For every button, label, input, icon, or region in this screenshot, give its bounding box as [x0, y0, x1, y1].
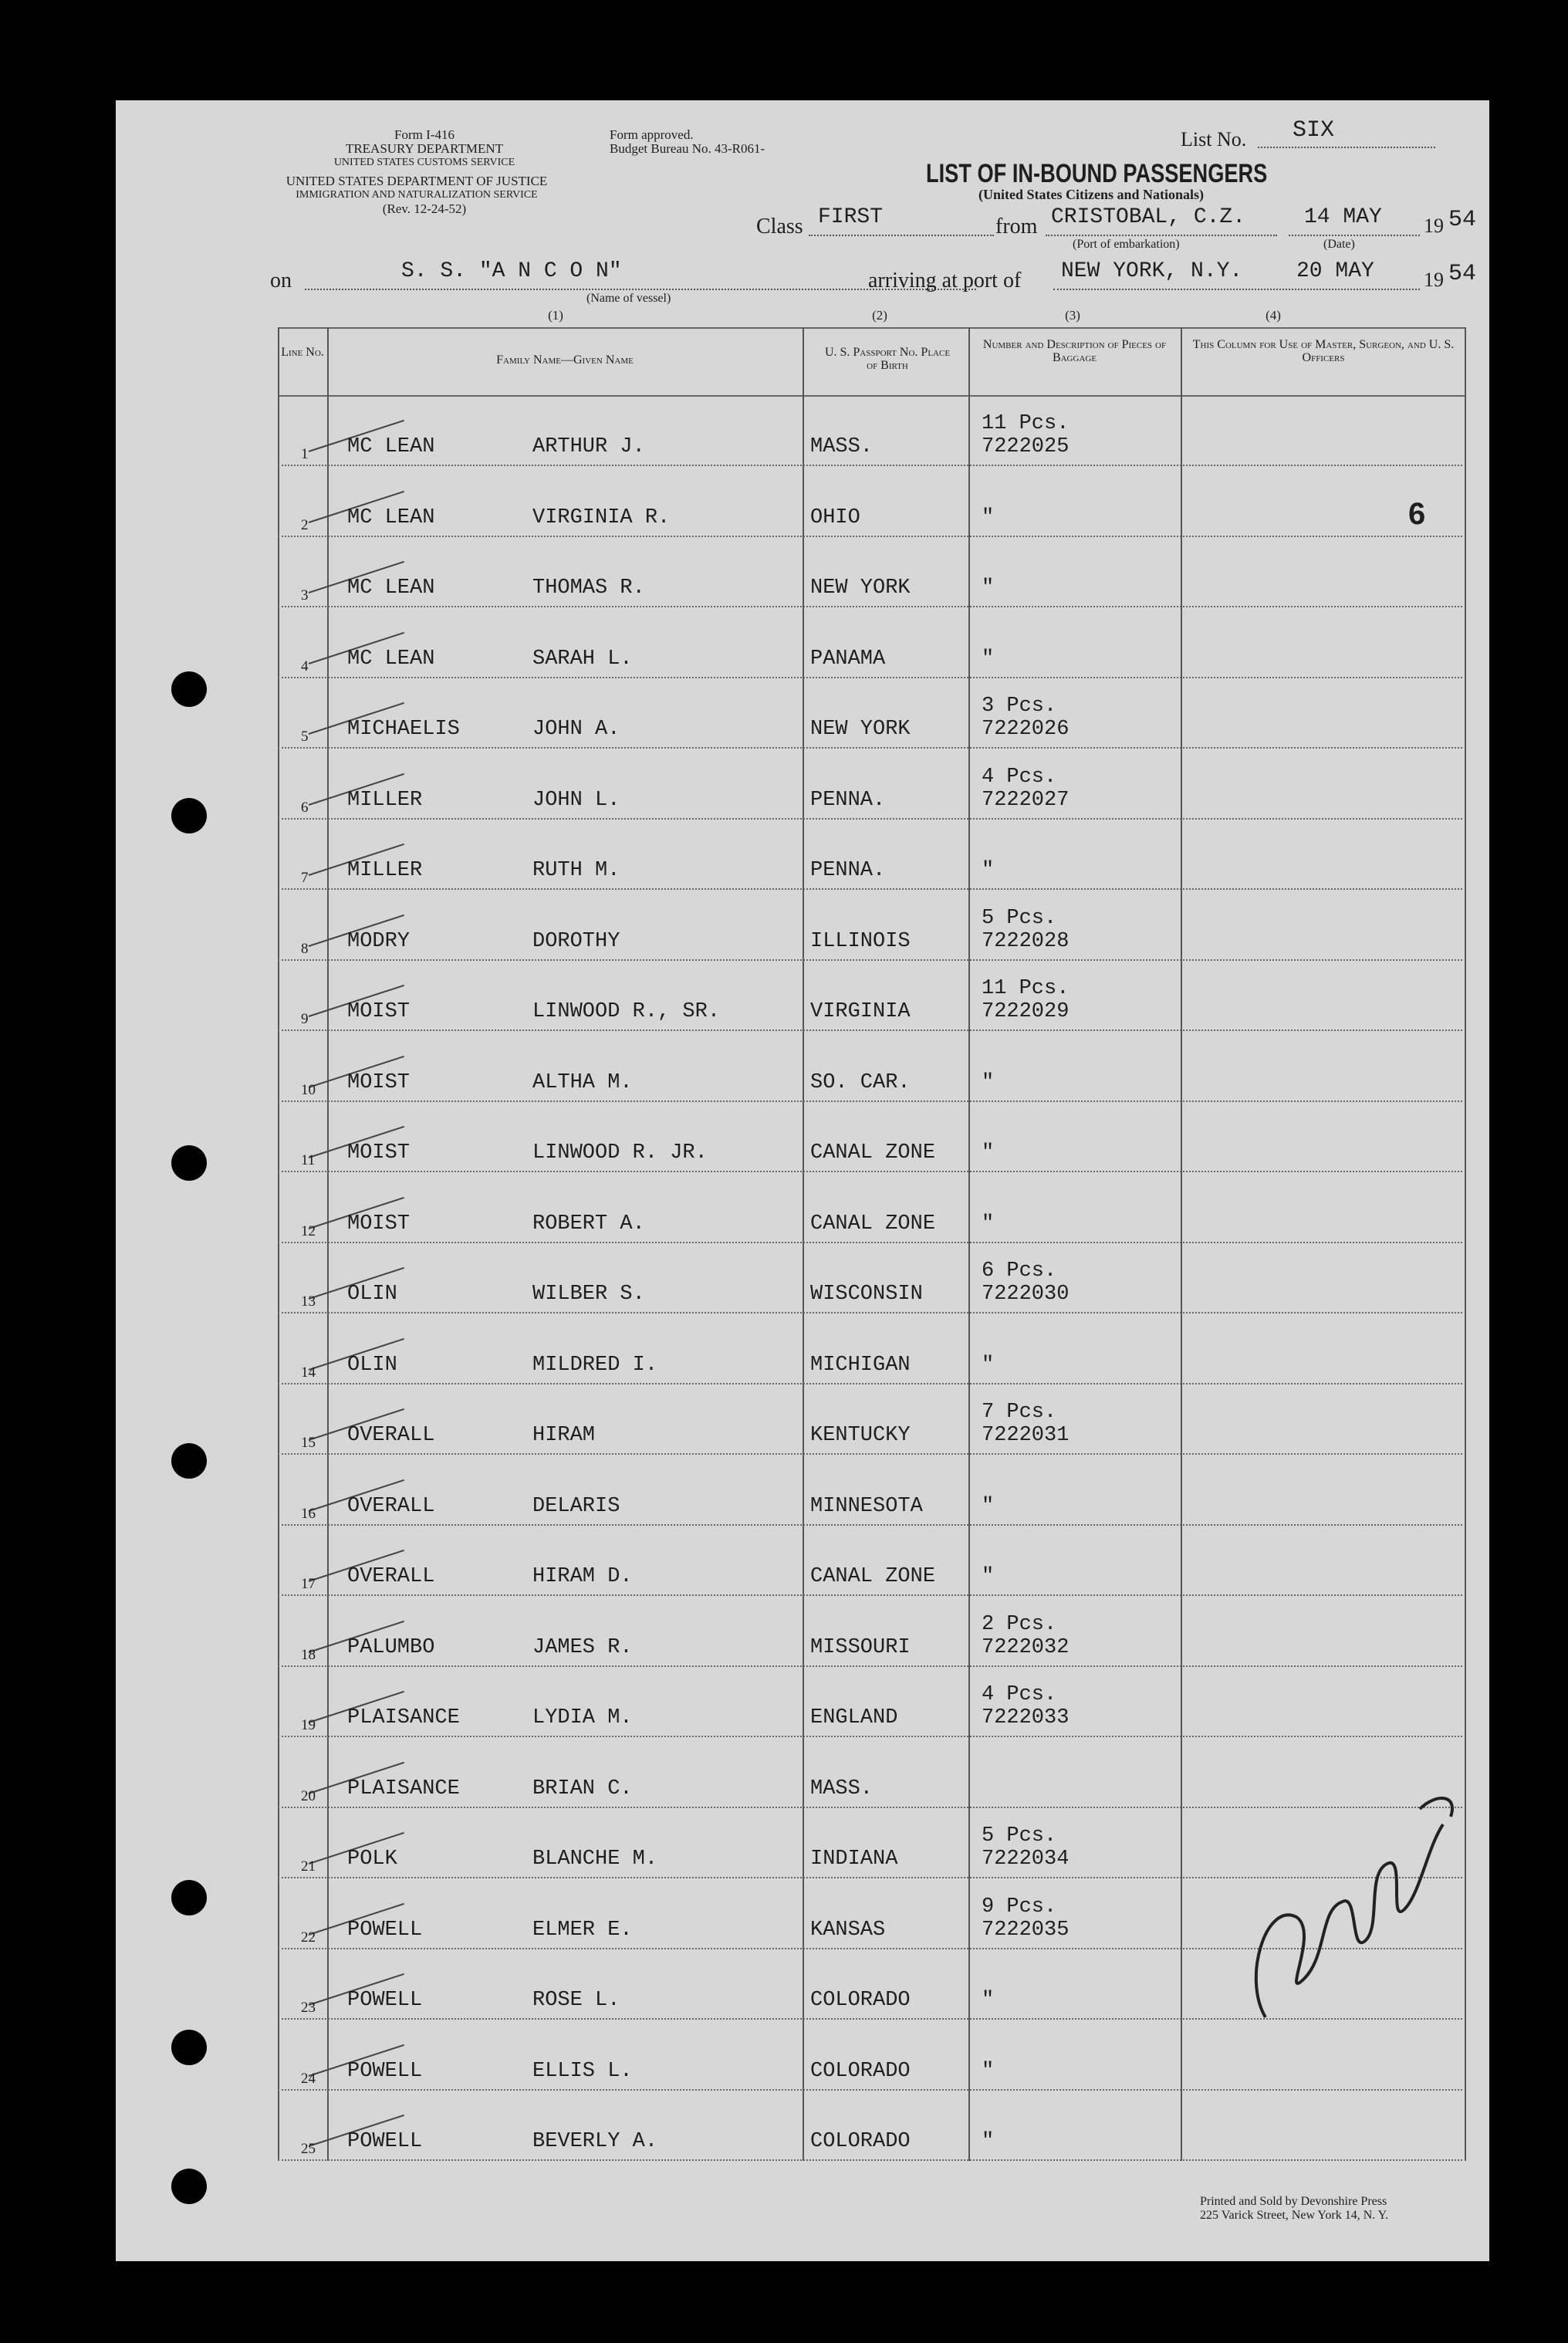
family-name: MOIST: [347, 1070, 411, 1094]
table-row: [278, 1666, 1462, 1737]
baggage: [982, 977, 1069, 1023]
immigration-service: IMMIGRATION AND NATURALIZATION SERVICE: [296, 189, 538, 201]
line-number: 11: [301, 1152, 316, 1168]
binder-hole: [171, 798, 207, 833]
baggage: [982, 506, 994, 529]
given-name: ELLIS L.: [532, 2059, 633, 2083]
family-name: MC LEAN: [347, 505, 435, 529]
given-name: WILBER S.: [532, 1283, 645, 1306]
baggage: [982, 1495, 994, 1518]
header-passport: U. S. Passport No. Place of Birth: [824, 346, 951, 372]
binder-hole: [171, 2030, 207, 2065]
place-of-birth: SO. CAR.: [810, 1070, 911, 1094]
given-name: HIRAM D.: [532, 1565, 633, 1588]
form-approved: Form approved.: [610, 127, 694, 142]
line-number: 14: [301, 1364, 316, 1381]
table-row: [278, 395, 1462, 466]
table-row: [278, 607, 1462, 678]
baggage: [982, 695, 1069, 741]
baggage-pieces: ": [982, 505, 995, 529]
place-of-birth: CANAL ZONE: [810, 1565, 936, 1588]
baggage-pieces: ": [982, 1141, 995, 1165]
table-row: [278, 819, 1462, 890]
place-of-birth: ILLINOIS: [810, 929, 911, 953]
given-name: LYDIA M.: [532, 1706, 633, 1729]
given-name: JAMES R.: [532, 1635, 633, 1659]
line-number: 18: [301, 1646, 316, 1663]
table-row: [278, 749, 1462, 820]
class-label: Class: [756, 215, 803, 238]
table-row: [278, 536, 1462, 607]
family-name: MILLER: [347, 859, 423, 882]
baggage-pieces: 3 Pcs.: [982, 695, 1057, 718]
baggage: [982, 1895, 1069, 1942]
line-number: 25: [301, 2141, 316, 2157]
date-underline: [1289, 235, 1420, 236]
footer-printer: Printed and Sold by Devonshire Press: [1200, 2195, 1387, 2208]
family-name: POLK: [347, 1848, 397, 1871]
baggage-number: 7222027: [982, 788, 1070, 812]
table-row: [278, 1242, 1462, 1314]
given-name: THOMAS R.: [532, 576, 645, 600]
baggage-pieces: 11 Pcs.: [982, 412, 1070, 435]
baggage: [982, 1683, 1069, 1729]
baggage-pieces: 7 Pcs.: [982, 1401, 1057, 1424]
baggage: [982, 1401, 1069, 1447]
line-number: 4: [301, 658, 309, 674]
baggage: [982, 766, 1069, 812]
line-number: 6: [301, 799, 309, 816]
col-marker-3: (3): [1065, 308, 1080, 323]
baggage-number: 7222030: [982, 1283, 1070, 1306]
place-of-birth: MISSOURI: [810, 1635, 911, 1659]
baggage-pieces: ": [982, 1070, 995, 1094]
given-name: MILDRED I.: [532, 1353, 658, 1377]
table-row: [278, 960, 1462, 1031]
place-of-birth: WISCONSIN: [810, 1283, 923, 1306]
baggage: [982, 412, 1069, 458]
line-number: 13: [301, 1293, 316, 1310]
given-name: ALTHA M.: [532, 1070, 633, 1094]
form-title: LIST OF IN-BOUND PASSENGERS: [926, 159, 1268, 188]
baggage: [982, 1212, 994, 1236]
table-row: [278, 1314, 1462, 1384]
col-marker-1: (1): [548, 308, 563, 323]
header-name: Family Name—Given Name: [496, 353, 634, 367]
baggage-pieces: 9 Pcs.: [982, 1895, 1057, 1919]
baggage-pieces: ": [982, 647, 995, 671]
binder-hole: [171, 1880, 207, 1915]
revision-date: (Rev. 12-24-52): [382, 201, 467, 216]
baggage-number: 7222025: [982, 435, 1070, 458]
given-name: BRIAN C.: [532, 1777, 633, 1800]
baggage-number: 7222032: [982, 1635, 1070, 1659]
baggage-number: 7222034: [982, 1848, 1070, 1871]
family-name: MC LEAN: [347, 647, 435, 671]
budget-bureau: Budget Bureau No. 43-R061-: [610, 141, 765, 156]
given-name: BLANCHE M.: [532, 1848, 658, 1871]
line-number: 20: [301, 1787, 316, 1804]
manifest-page: [116, 100, 1489, 2261]
family-name: POWELL: [347, 2059, 423, 2083]
treasury-department: TREASURY DEPARTMENT: [345, 141, 504, 156]
binder-hole: [171, 1443, 207, 1479]
family-name: PALUMBO: [347, 1635, 435, 1659]
from-label: from: [995, 215, 1038, 238]
baggage-number: 7222031: [982, 1424, 1070, 1447]
place-of-birth: MINNESOTA: [810, 1494, 923, 1518]
form-subtitle: (United States Citizens and Nationals): [978, 187, 1205, 202]
family-name: OVERALL: [347, 1565, 435, 1588]
place-of-birth: NEW YORK: [810, 718, 911, 741]
place-of-birth: KANSAS: [810, 1918, 886, 1942]
family-name: PLAISANCE: [347, 1777, 460, 1800]
arrival-port: NEW YORK, N.Y.: [1061, 259, 1243, 283]
given-name: SARAH L.: [532, 647, 633, 671]
given-name: ROBERT A.: [532, 1212, 645, 1236]
line-number: 21: [301, 1858, 316, 1875]
table-row: [278, 2090, 1462, 2161]
place-of-birth: PENNA.: [810, 859, 886, 882]
family-name: PLAISANCE: [347, 1706, 460, 1729]
arrival-date: 20 MAY: [1296, 259, 1374, 283]
line-number: 24: [301, 2070, 316, 2087]
col-marker-2: (2): [872, 308, 887, 323]
given-name: HIRAM: [532, 1424, 596, 1447]
table-row: [278, 890, 1462, 961]
list-underline: [1258, 147, 1435, 148]
place-of-birth: OHIO: [810, 505, 860, 529]
given-name: ROSE L.: [532, 1989, 620, 2012]
from-port: CRISTOBAL, C.Z.: [1051, 205, 1246, 229]
table-row: [278, 1172, 1462, 1243]
family-name: MILLER: [347, 788, 423, 812]
arriving-label: arriving at port of: [868, 269, 1022, 292]
baggage: [982, 1259, 1069, 1306]
place-of-birth: PANAMA: [810, 647, 886, 671]
baggage-pieces: ": [982, 859, 995, 882]
baggage: [982, 1141, 994, 1165]
port-embarkation-caption: (Port of embarkation): [1073, 238, 1180, 251]
table-row: [278, 678, 1462, 749]
place-of-birth: COLORADO: [810, 2130, 911, 2153]
list-number: SIX: [1293, 117, 1335, 144]
table-row: [278, 1384, 1462, 1455]
binder-hole: [171, 671, 207, 707]
baggage: [982, 576, 994, 600]
line-number: 5: [301, 729, 309, 745]
baggage-pieces: ": [982, 1989, 995, 2012]
line-number: 23: [301, 2000, 316, 2016]
family-name: MOIST: [347, 1212, 411, 1236]
table-row: [278, 1031, 1462, 1102]
table-row: [278, 1101, 1462, 1172]
baggage-number: 7222035: [982, 1918, 1070, 1942]
baggage-pieces: 2 Pcs.: [982, 1612, 1057, 1636]
officer-signature: [1235, 1778, 1466, 2033]
given-name: RUTH M.: [532, 859, 620, 882]
year-prefix-arrival: 19: [1424, 269, 1444, 291]
baggage-pieces: ": [982, 576, 995, 600]
from-underline: [1046, 235, 1277, 236]
line-number: 1: [301, 446, 309, 462]
place-of-birth: KENTUCKY: [810, 1424, 911, 1447]
baggage: [982, 1565, 994, 1588]
baggage: [982, 859, 994, 882]
baggage-pieces: ": [982, 2130, 995, 2153]
place-of-birth: MASS.: [810, 435, 874, 458]
form-number: Form I-416: [394, 127, 455, 142]
justice-department: UNITED STATES DEPARTMENT OF JUSTICE: [286, 174, 548, 188]
place-of-birth: CANAL ZONE: [810, 1212, 936, 1236]
line-number: 10: [301, 1081, 316, 1098]
line-number: 22: [301, 1929, 316, 1946]
baggage-number: 7222029: [982, 1000, 1070, 1023]
year-suffix: 54: [1448, 207, 1477, 233]
passenger-table: [278, 327, 1466, 2161]
line-number: 19: [301, 1717, 316, 1733]
given-name: DOROTHY: [532, 929, 620, 953]
baggage-pieces: 4 Pcs.: [982, 1683, 1057, 1706]
family-name: POWELL: [347, 2130, 423, 2153]
date-caption: (Date): [1323, 238, 1355, 251]
family-name: POWELL: [347, 1989, 423, 2012]
baggage: [982, 907, 1069, 953]
baggage-pieces: 11 Pcs.: [982, 977, 1070, 1000]
table-row: [278, 466, 1462, 537]
family-name: OVERALL: [347, 1424, 435, 1447]
from-date: 14 MAY: [1304, 205, 1382, 229]
header-officers: This Column for Use of Master, Surgeon, and U. S. Officers: [1192, 338, 1455, 364]
baggage-pieces: 4 Pcs.: [982, 765, 1057, 789]
baggage: [982, 1824, 1069, 1871]
family-name: MC LEAN: [347, 435, 435, 458]
line-number: 17: [301, 1576, 316, 1592]
family-name: OVERALL: [347, 1494, 435, 1518]
baggage: [982, 647, 994, 671]
baggage-pieces: ": [982, 1494, 995, 1518]
class-underline: [809, 235, 994, 236]
family-name: POWELL: [347, 1918, 423, 1942]
place-of-birth: NEW YORK: [810, 576, 911, 600]
line-number: 8: [301, 940, 309, 957]
line-number: 16: [301, 1505, 316, 1522]
given-name: LINWOOD R. JR.: [532, 1141, 708, 1165]
baggage-number: 7222026: [982, 718, 1070, 741]
place-of-birth: CANAL ZONE: [810, 1141, 936, 1165]
baggage: [982, 1613, 1069, 1659]
vessel-caption: (Name of vessel): [586, 292, 671, 305]
place-of-birth: ENGLAND: [810, 1706, 898, 1729]
place-of-birth: MASS.: [810, 1777, 874, 1800]
header-line-no: Line No.: [281, 346, 324, 359]
row-rule: [278, 2159, 1462, 2161]
given-name: JOHN A.: [532, 718, 620, 741]
binder-hole: [171, 2169, 207, 2204]
line-number: 3: [301, 587, 309, 604]
family-name: MOIST: [347, 1141, 411, 1165]
given-name: BEVERLY A.: [532, 2130, 658, 2153]
header-baggage: Number and Description of Pieces of Baggage: [982, 338, 1167, 364]
year-suffix-arrival: 54: [1448, 261, 1477, 287]
family-name: OLIN: [347, 1353, 397, 1377]
line-number: 15: [301, 1435, 316, 1451]
year-prefix: 19: [1424, 215, 1444, 237]
arrival-underline: [1053, 289, 1420, 290]
place-of-birth: MICHIGAN: [810, 1353, 911, 1377]
table-row: [278, 1525, 1462, 1596]
class-value: FIRST: [818, 205, 884, 229]
given-name: JOHN L.: [532, 788, 620, 812]
baggage-pieces: ": [982, 1565, 995, 1588]
place-of-birth: VIRGINIA: [810, 1000, 911, 1023]
table-row: [278, 1455, 1462, 1526]
baggage: [982, 1989, 994, 2012]
family-name: MC LEAN: [347, 576, 435, 600]
vessel-name: S. S. "A N C O N": [401, 259, 622, 283]
baggage-pieces: ": [982, 2059, 995, 2083]
baggage-pieces: 5 Pcs.: [982, 906, 1057, 930]
binder-hole: [171, 1145, 207, 1181]
baggage-number: 7222033: [982, 1706, 1070, 1729]
baggage-pieces: ": [982, 1353, 995, 1377]
family-name: MODRY: [347, 929, 411, 953]
on-label: on: [270, 269, 292, 292]
baggage: [982, 1354, 994, 1377]
line-number: 7: [301, 870, 309, 886]
baggage: [982, 2060, 994, 2083]
place-of-birth: COLORADO: [810, 1989, 911, 2012]
baggage: [982, 2130, 994, 2153]
footer-address: 225 Varick Street, New York 14, N. Y.: [1200, 2209, 1389, 2222]
baggage-pieces: 6 Pcs.: [982, 1259, 1057, 1283]
customs-service: UNITED STATES CUSTOMS SERVICE: [333, 157, 515, 168]
line-number: 12: [301, 1222, 316, 1239]
family-name: MOIST: [347, 1000, 411, 1023]
place-of-birth: COLORADO: [810, 2059, 911, 2083]
given-name: DELARIS: [532, 1494, 620, 1518]
line-number: 2: [301, 516, 309, 533]
given-name: ARTHUR J.: [532, 435, 645, 458]
baggage-number: 7222028: [982, 929, 1070, 953]
line-number: 9: [301, 1011, 309, 1027]
family-name: MICHAELIS: [347, 718, 460, 741]
list-label: List No.: [1181, 128, 1247, 150]
given-name: LINWOOD R., SR.: [532, 1000, 721, 1023]
col-marker-4: (4): [1266, 308, 1281, 323]
family-name: OLIN: [347, 1283, 397, 1306]
baggage-pieces: ": [982, 1212, 995, 1236]
place-of-birth: INDIANA: [810, 1848, 898, 1871]
table-top-rule: [278, 327, 1466, 329]
given-name: VIRGINIA R.: [532, 505, 671, 529]
baggage: [982, 1071, 994, 1094]
baggage-pieces: 5 Pcs.: [982, 1824, 1057, 1848]
table-row: [278, 1596, 1462, 1667]
place-of-birth: PENNA.: [810, 788, 886, 812]
given-name: ELMER E.: [532, 1918, 633, 1942]
officer-mark: 6: [1408, 497, 1426, 531]
